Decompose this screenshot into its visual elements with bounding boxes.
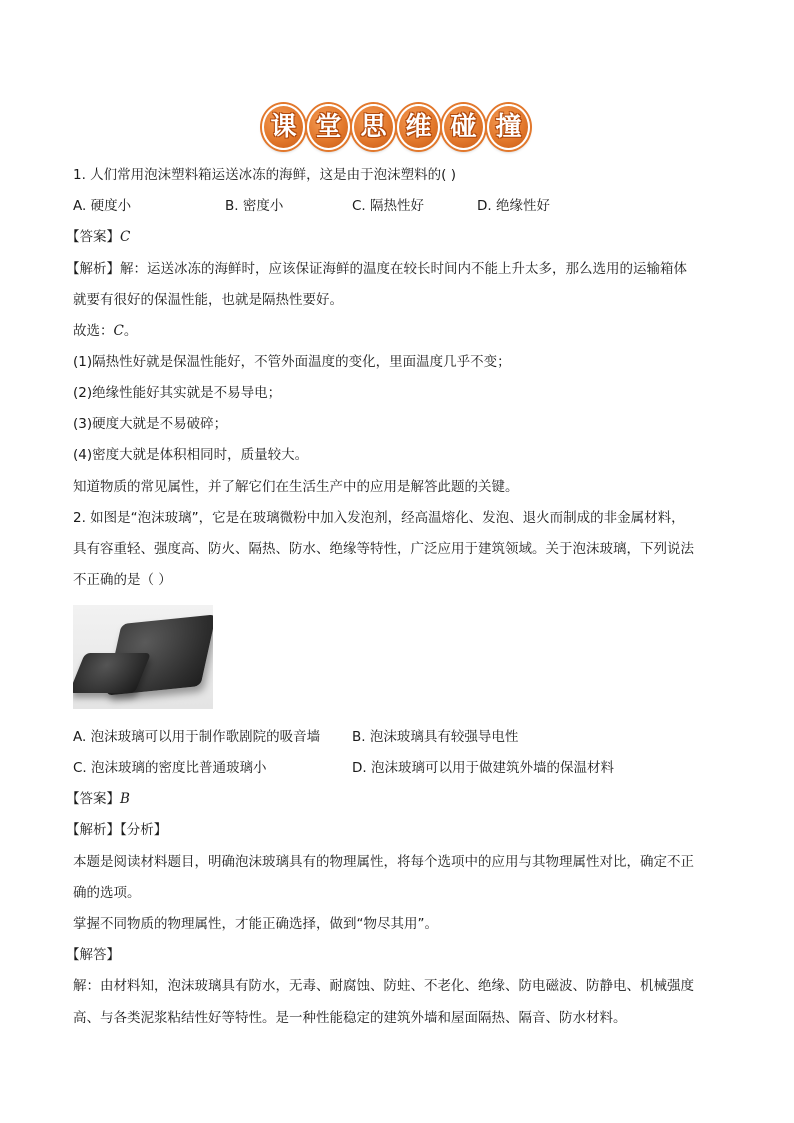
q1-note-3: (3)硬度大就是不易破碎； [73, 416, 228, 432]
choice-value: C [113, 323, 124, 339]
answer-tag: 【答案】 [66, 791, 120, 807]
q2-analysis-line3: 掌握不同物质的物理属性，才能正确选择，做到“物尽其用”。 [73, 916, 438, 932]
q1-note-1: (1)隔热性好就是保温性能好，不管外面温度的变化，里面温度几乎不变； [73, 354, 511, 370]
q2-options-row1 [73, 727, 773, 747]
q1-analysis-line2: 就要有很好的保温性能，也就是隔热性要好。 [73, 292, 343, 308]
banner-char: 撞 [487, 104, 530, 150]
q2-analysis-heading: 【解析】【分析】 [66, 822, 168, 838]
choice-suffix: 。 [123, 323, 138, 339]
q2-options-row2 [73, 758, 773, 778]
q1-option-b: B. 密度小 [225, 198, 284, 214]
answer-value: B [120, 791, 130, 807]
q1-options [73, 196, 773, 216]
q1-option-c: C. 隔热性好 [352, 198, 425, 214]
q1-stem: 1. 人们常用泡沫塑料箱运送冰冻的海鲜，这是由于泡沫塑料的( ) [73, 167, 456, 183]
answer-tag: 【答案】 [66, 229, 120, 245]
section-banner [262, 104, 530, 148]
banner-char: 思 [352, 104, 395, 150]
analysis-text: 解：运送冰冻的海鲜时，应该保证海鲜的温度在较长时间内不能上升太多，那么选用的运输箱体 [120, 261, 687, 277]
banner-char: 课 [262, 104, 305, 150]
q1-option-d: D. 绝缘性好 [477, 198, 550, 214]
q1-answer [66, 227, 130, 247]
q2-solution-heading: 【解答】 [66, 947, 120, 963]
banner-char: 维 [397, 104, 440, 150]
q2-answer [66, 789, 130, 809]
q2-stem-line2: 具有容重轻、强度高、防火、隔热、防水、绝缘等特性，广泛应用于建筑领域。关于泡沫玻璃，下列说法 [73, 541, 694, 557]
q2-option-d: D. 泡沫玻璃可以用于做建筑外墙的保温材料 [352, 760, 614, 776]
q2-stem-line1: 2. 如图是“泡沫玻璃”，它是在玻璃微粉中加入发泡剂，经高温熔化、发泡、退火而制成的非金属材料， [73, 510, 685, 526]
q1-option-a: A. 硬度小 [73, 198, 132, 214]
q2-option-a: A. 泡沫玻璃可以用于制作歌剧院的吸音墙 [73, 729, 321, 745]
q2-option-b: B. 泡沫玻璃具有较强导电性 [352, 729, 519, 745]
q2-analysis-line1: 本题是阅读材料题目，明确泡沫玻璃具有的物理属性，将每个选项中的应用与其物理属性对比，确定不正 [73, 854, 694, 870]
choice-prefix: 故选： [73, 323, 114, 339]
answer-value: C [120, 229, 131, 245]
q1-summary: 知道物质的常见属性，并了解它们在生活生产中的应用是解答此题的关键。 [73, 479, 519, 495]
q1-note-2: (2)绝缘性能好其实就是不易导电； [73, 385, 282, 401]
q2-option-c: C. 泡沫玻璃的密度比普通玻璃小 [73, 760, 267, 776]
analysis-tag: 【解析】 [66, 261, 120, 277]
q1-note-4: (4)密度大就是体积相同时，质量较大。 [73, 447, 309, 463]
banner-char: 堂 [307, 104, 350, 150]
q2-stem-line3: 不正确的是（ ） [73, 572, 172, 588]
q2-analysis-line2: 确的选项。 [73, 885, 141, 901]
q1-analysis-line1 [66, 259, 687, 279]
q2-solution-line2: 高、与各类泥浆粘结性好等特性。是一种性能稳定的建筑外墙和屋面隔热、隔音、防水材料。 [73, 1010, 627, 1026]
q2-solution-line1: 解：由材料知，泡沫玻璃具有防水，无毒、耐腐蚀、防蛀、不老化、绝缘、防电磁波、防静电、机械强度 [73, 978, 694, 994]
banner-char: 碰 [442, 104, 485, 150]
q1-choice [73, 321, 137, 341]
foam-glass-photo [73, 605, 213, 709]
